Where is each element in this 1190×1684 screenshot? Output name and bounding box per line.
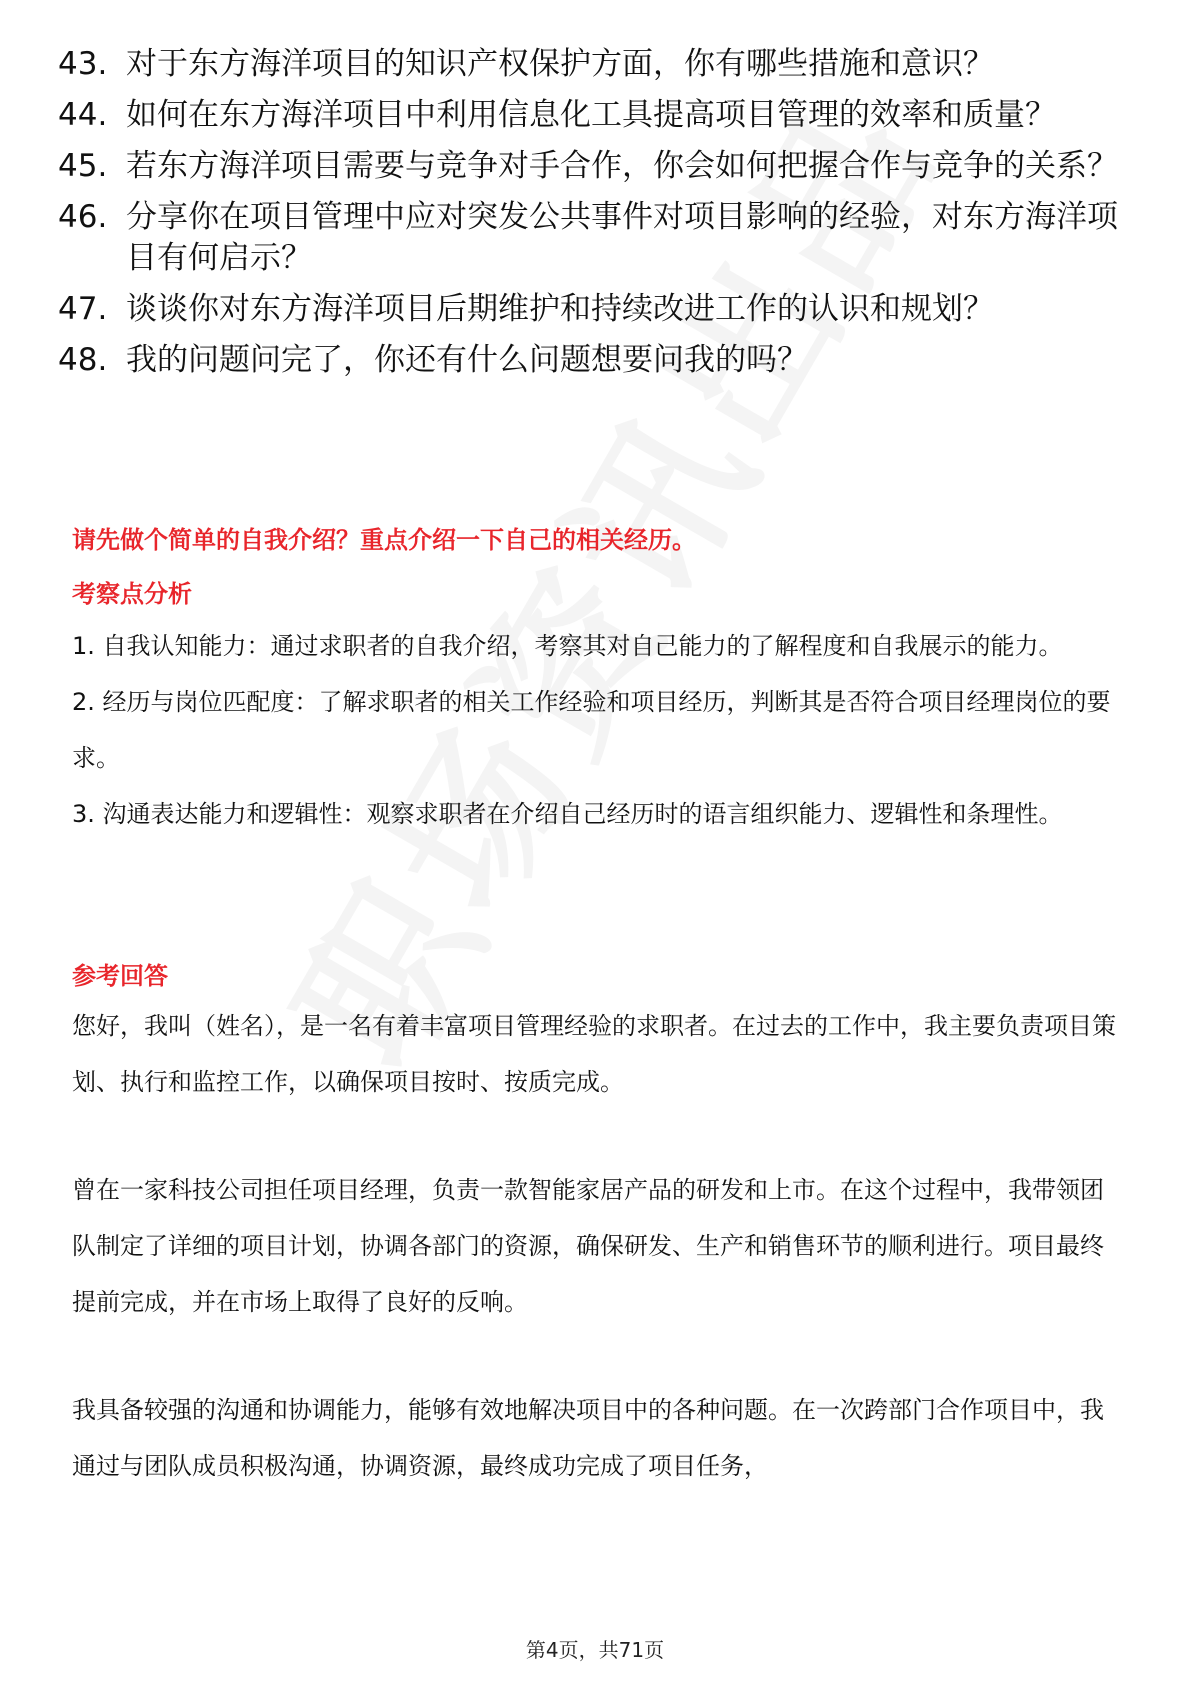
question-number: 47. — [58, 291, 108, 327]
list-item — [58, 44, 1118, 85]
analysis-point: 3. 沟通表达能力和逻辑性：观察求职者在介绍自己经历时的语言组织能力、逻辑性和条理性。 — [72, 800, 1063, 828]
question-text: 对于东方海洋项目的知识产权保护方面，你有哪些措施和意识？ — [126, 46, 994, 82]
list-item — [58, 289, 1118, 330]
question-number: 48. — [58, 342, 108, 378]
question-list — [58, 44, 1118, 391]
answer-paragraph: 曾在一家科技公司担任项目经理，负责一款智能家居产品的研发和上市。在这个过程中，我带领团队制定了详细的项目计划，协调各部门的资源，确保研发、生产和销售环节的顺利进行。项目最终提前完成，并在市场上取得了良好的反响。 — [72, 1176, 1104, 1316]
list-item — [58, 95, 1118, 136]
analysis-point: 1. 自我认知能力：通过求职者的自我介绍，考察其对自己能力的了解程度和自我展示的能力。 — [72, 632, 1063, 660]
analysis-heading: 考察点分析 — [72, 580, 192, 608]
answer-paragraph: 您好，我叫（姓名），是一名有着丰富项目管理经验的求职者。在过去的工作中，我主要负责项目策划、执行和监控工作，以确保项目按时、按质完成。 — [72, 1012, 1116, 1096]
question-number: 43. — [58, 46, 108, 82]
question-text: 若东方海洋项目需要与竞争对手合作，你会如何把握合作与竞争的关系？ — [126, 148, 1118, 184]
analysis-point: 2. 经历与岗位匹配度：了解求职者的相关工作经验和项目经历，判断其是否符合项目经理岗位的要求。 — [72, 688, 1111, 772]
question-number: 44. — [58, 97, 108, 133]
question-text: 谈谈你对东方海洋项目后期维护和持续改进工作的认识和规划？ — [126, 291, 994, 327]
list-item — [58, 146, 1118, 187]
answer-heading: 参考回答 — [72, 962, 168, 990]
main-question-heading: 请先做个简单的自我介绍？重点介绍一下自己的相关经历。 — [72, 526, 696, 554]
question-text: 我的问题问完了，你还有什么问题想要问我的吗？ — [126, 342, 808, 378]
answer-paragraph: 我具备较强的沟通和协调能力，能够有效地解决项目中的各种问题。在一次跨部门合作项目中，我通过与团队成员积极沟通，协调资源，最终成功完成了项目任务， — [72, 1396, 1104, 1480]
page-number: 第4页，共71页 — [525, 1638, 665, 1662]
main-question-section — [72, 524, 1122, 556]
analysis-section — [72, 578, 1122, 842]
list-item — [58, 340, 1118, 381]
question-number: 46. — [58, 199, 108, 235]
question-text: 如何在东方海洋项目中利用信息化工具提高项目管理的效率和质量？ — [126, 97, 1056, 133]
question-text: 分享你在项目管理中应对突发公共事件对项目影响的经验，对东方海洋项目有何启示？ — [126, 199, 1118, 276]
answer-section — [72, 960, 1122, 1494]
question-number: 45. — [58, 148, 108, 184]
list-item — [58, 197, 1118, 279]
